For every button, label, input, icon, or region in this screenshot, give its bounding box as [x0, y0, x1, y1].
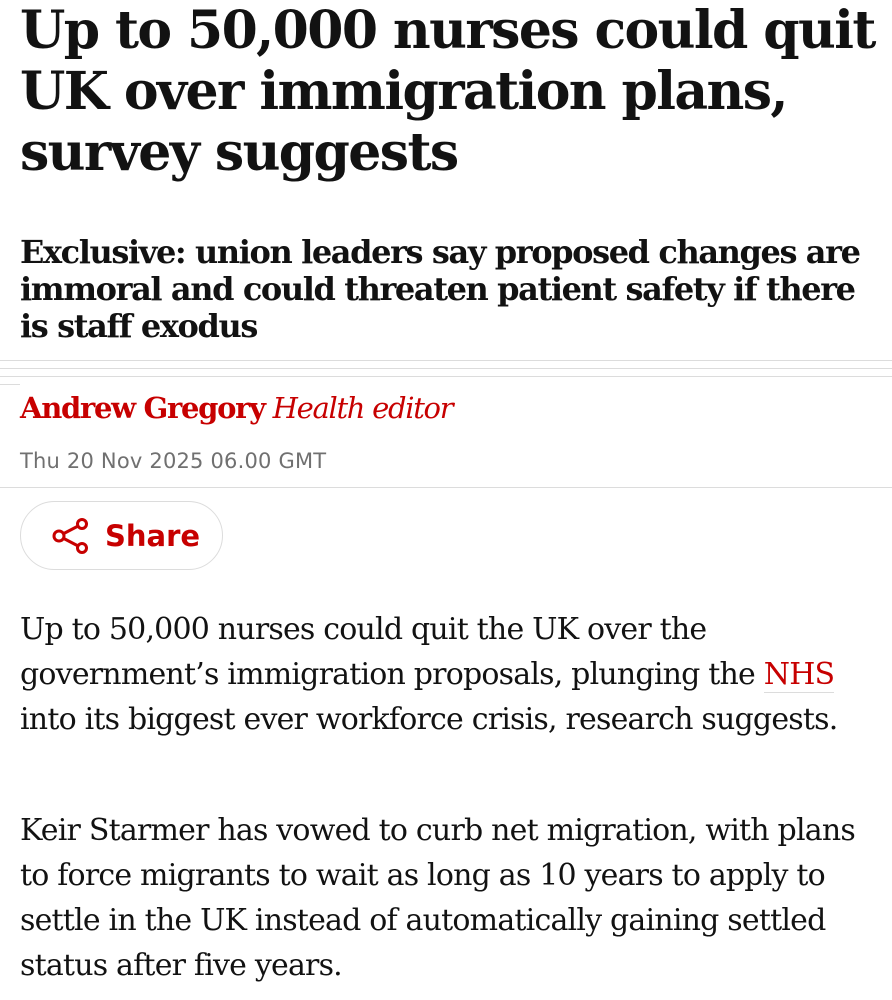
- share-button[interactable]: [20, 501, 223, 570]
- divider: [0, 376, 892, 377]
- divider: [0, 384, 20, 385]
- body-paragraph-2: Keir Starmer has vowed to curb net migration, with plans to force migrants to wait as long as 10 years to apply to settle in the UK instead of automatically gaining settled status after five years.: [20, 813, 855, 983]
- article-headline: Up to 50,000 nurses could quit UK over immigration plans, survey suggests: [20, 0, 875, 183]
- divider: [0, 368, 892, 369]
- article-standfirst: Exclusive: union leaders say proposed changes are immoral and could threaten patient safety if there is staff exodus: [20, 233, 860, 345]
- body-paragraph-1: [20, 607, 880, 742]
- byline-role: Health editor: [272, 391, 453, 425]
- divider: [0, 487, 892, 488]
- publish-date: Thu 20 Nov 2025 06.00 GMT: [20, 449, 327, 473]
- nhs-link[interactable]: NHS: [763, 657, 835, 692]
- divider: [0, 360, 892, 361]
- share-icon: [51, 518, 89, 554]
- share-label: Share: [105, 519, 201, 553]
- paragraph-text: into its biggest ever workforce crisis, research suggests.: [20, 702, 838, 737]
- byline-author-link[interactable]: Andrew Gregory: [20, 391, 265, 425]
- byline: [20, 388, 452, 428]
- paragraph-text: Up to 50,000 nurses could quit the UK over the government’s immigration proposals, plunging the: [20, 612, 764, 692]
